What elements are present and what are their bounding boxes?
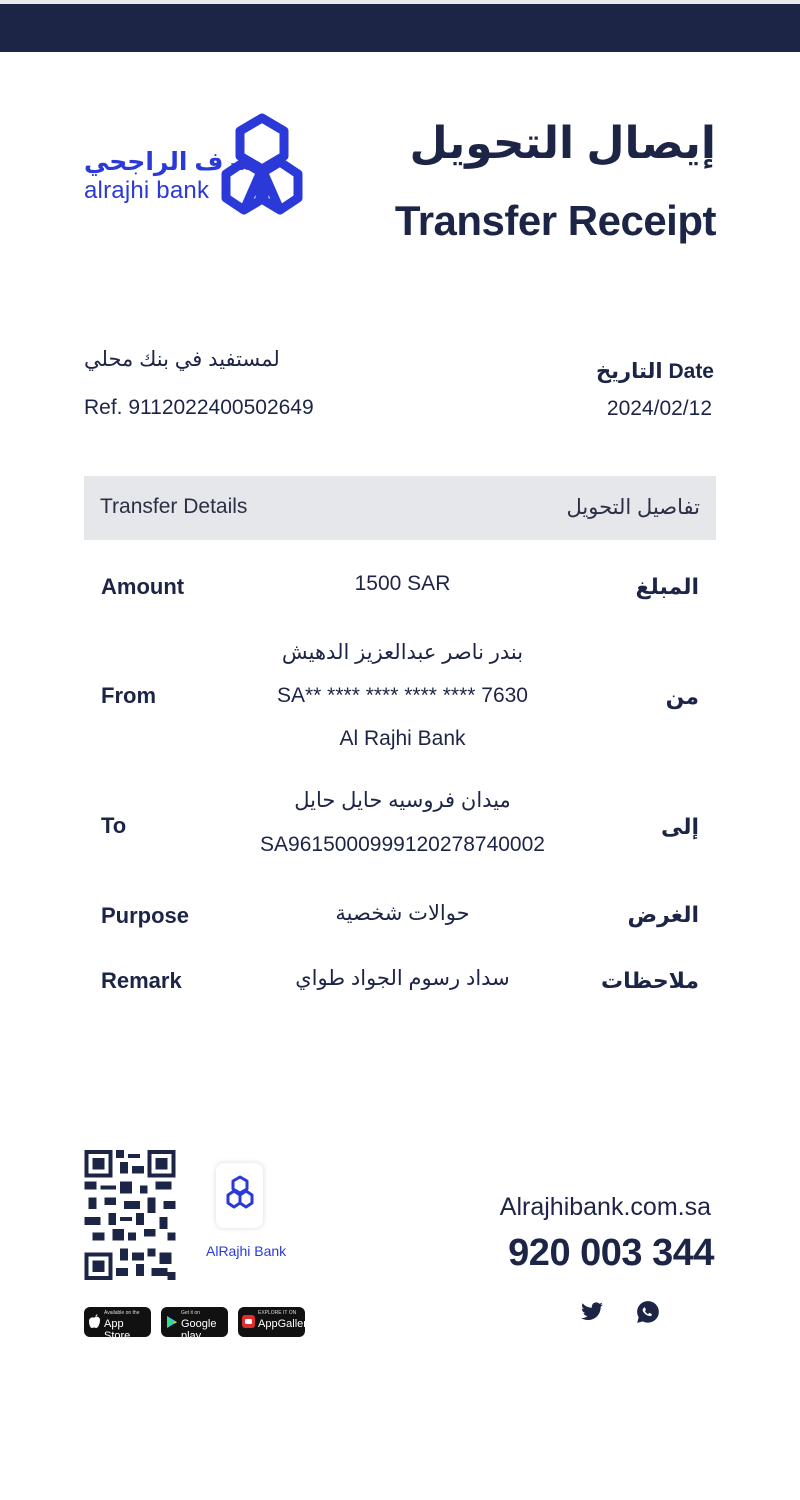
app-icon-tile[interactable] <box>216 1163 263 1228</box>
google-play-big: Google play <box>181 1318 217 1342</box>
huawei-icon <box>242 1315 255 1328</box>
alrajhi-logo-icon <box>220 112 304 230</box>
details-header-ar: تفاصيل التحويل <box>566 496 700 519</box>
app-store-small: Available on the <box>104 1310 140 1316</box>
date-label-en: Date <box>668 360 714 383</box>
amount-label-en: Amount <box>101 574 185 599</box>
twitter-icon[interactable] <box>579 1297 605 1325</box>
from-label-ar: من <box>665 684 699 709</box>
google-play-small: Get it on <box>181 1310 200 1316</box>
beneficiary-type: لمستفيد في بنك محلي <box>84 348 280 371</box>
date-value: 2024/02/12 <box>606 397 712 420</box>
alrajhi-app-icon <box>216 1163 263 1228</box>
google-play-icon <box>166 1315 178 1329</box>
logo-english: alrajhi bank <box>84 177 210 204</box>
appgallery-big: AppGallery <box>258 1318 313 1330</box>
whatsapp-icon[interactable] <box>635 1297 661 1327</box>
to-label-en: To <box>101 813 127 838</box>
from-name: بندر ناصر عبدالعزيز الدهيش <box>281 641 524 664</box>
amount-value: 1500 SAR <box>354 572 451 595</box>
website-link[interactable]: Alrajhibank.com.sa <box>499 1193 711 1221</box>
phone-number[interactable]: 920 003 344 <box>508 1232 714 1274</box>
to-iban: SA9615000999120278740002 <box>260 833 545 856</box>
remark-label-en: Remark <box>101 968 182 993</box>
app-store-badge[interactable] <box>84 1307 151 1342</box>
title-english: Transfer Receipt <box>394 197 716 244</box>
date-label-ar: التاريخ <box>595 360 663 383</box>
to-name: ميدان فروسيه حايل حايل <box>294 789 511 812</box>
top-bar <box>0 0 800 52</box>
logo-arabic: مصرف الراجحي <box>84 148 280 176</box>
remark-label-ar: ملاحظات <box>601 968 699 993</box>
app-store-big: App Store <box>104 1318 131 1342</box>
transfer-details-header <box>84 476 716 540</box>
appgallery-small: EXPLORE IT ON <box>258 1310 297 1316</box>
title-arabic: إيصال التحويل <box>409 119 716 168</box>
appgallery-badge[interactable] <box>238 1307 313 1337</box>
purpose-label-ar: الغرض <box>627 902 699 927</box>
from-account: SA** **** **** **** **** 7630 <box>276 684 528 707</box>
qr-code-icon[interactable] <box>84 1150 176 1280</box>
google-play-badge[interactable] <box>161 1307 228 1342</box>
amount-label-ar: المبلغ <box>635 574 699 599</box>
remark-value: سداد رسوم الجواد طواي <box>295 967 510 990</box>
purpose-value: حوالات شخصية <box>335 902 470 925</box>
reference-number: Ref. 9112022400502649 <box>84 396 314 419</box>
app-name-label: AlRajhi Bank <box>206 1243 287 1259</box>
date-label <box>596 359 714 384</box>
details-header-en: Transfer Details <box>100 495 248 518</box>
from-bank: Al Rajhi Bank <box>339 727 466 750</box>
from-label-en: From <box>101 683 156 708</box>
purpose-label-en: Purpose <box>101 903 190 928</box>
to-label-ar: إلى <box>660 814 699 839</box>
apple-icon <box>88 1314 102 1330</box>
